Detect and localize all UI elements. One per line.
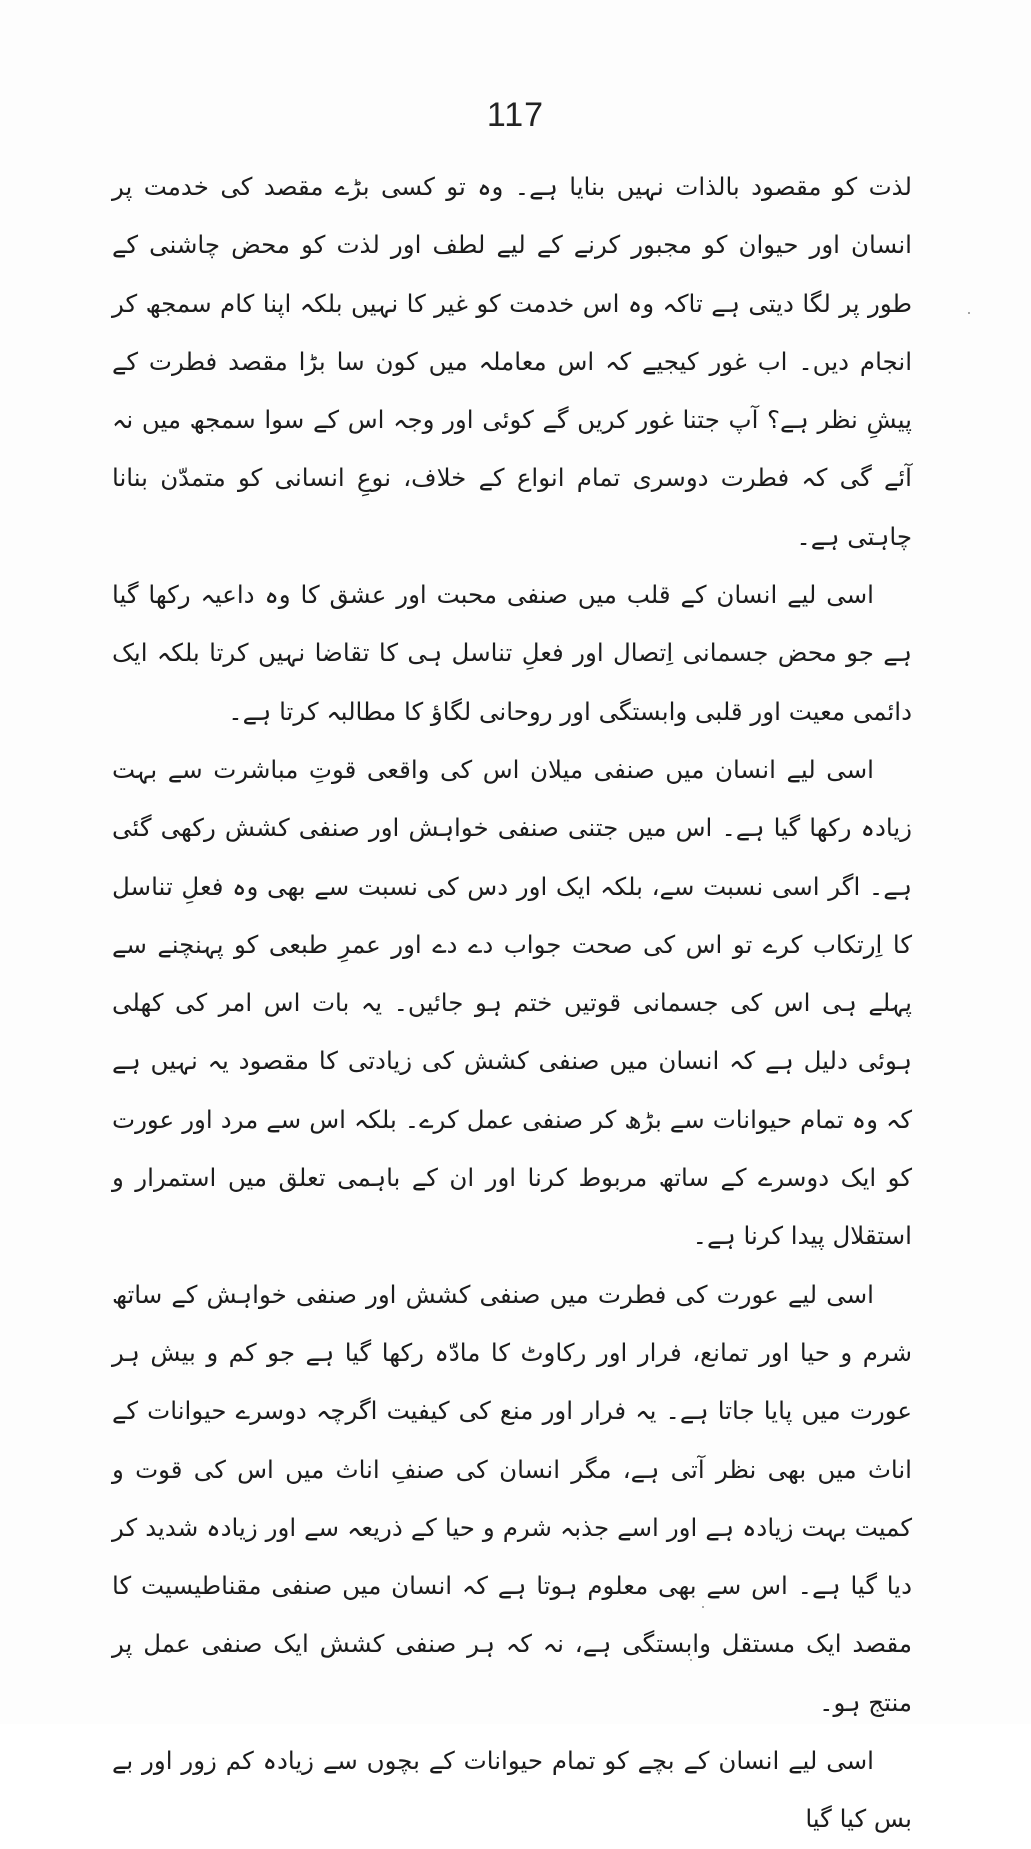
scan-speck <box>702 1606 704 1608</box>
paragraph-3: اسی لیے انسان میں صنفی میلان اس کی واقعی قوتِ مباشرت سے بہت زیادہ رکھا گیا ہے۔ اس میں جتنی صنفی خواہش اور صنفی کشش رکھی گئی ہے۔ اگر اسی نسبت سے، بلکہ ایک اور دس کی نسبت سے بھی وہ فعلِ تناسل کا اِرتکاب کرے تو اس کی صحت جواب دے دے اور عمرِ طبعی کو پہنچنے سے پہلے ہی اس کی جسمانی قوتیں ختم ہو جائیں۔ یہ بات اس امر کی کھلی ہوئی دلیل ہے کہ انسان میں صنفی کشش کی زیادتی کا مقصود یہ نہیں ہے کہ وہ تمام حیوانات سے بڑھ کر صنفی عمل کرے۔ بلکہ اس سے مرد اور عورت کو ایک دوسرے کے ساتھ مربوط کرنا اور ان کے باہمی تعلق میں استمرار و استقلال پیدا کرنا ہے۔ <box>112 754 912 1251</box>
page-body-text <box>112 158 912 1849</box>
paragraph-1: لذت کو مقصود بالذات نہیں بنایا ہے۔ وہ تو کسی بڑے مقصد کی خدمت پر انسان اور حیوان کو مجبور کرنے کے لیے لطف اور لذت کو محض چاشنی کے طور پر لگا دیتی ہے تاکہ وہ اس خدمت کو غیر کا نہیں بلکہ اپنا کام سمجھ کر انجام دیں۔ اب غور کیجیے کہ اس معاملہ میں کون سا بڑا مقصد فطرت کے پیشِ نظر ہے؟ آپ جتنا غور کریں گے کوئی اور وجہ اس کے سوا سمجھ میں نہ آئے گی کہ فطرت دوسری تمام انواع کے خلاف، نوعِ انسانی کو متمدّن بنانا چاہتی ہے۔ <box>112 172 912 551</box>
paragraph-4: اسی لیے عورت کی فطرت میں صنفی کشش اور صنفی خواہش کے ساتھ شرم و حیا اور تمانع، فرار اور رکاوٹ کا مادّہ رکھا گیا ہے جو کم و بیش ہر عورت میں پایا جاتا ہے۔ یہ فرار اور منع کی کیفیت اگرچہ دوسرے حیوانات کے اناث میں بھی نظر آتی ہے، مگر انسان کی صنفِ اناث میں اس کی قوت و کمیت بہت زیادہ ہے اور اسے جذبہ شرم و حیا کے ذریعہ سے اور زیادہ شدید کر دیا گیا ہے۔ اس سے بھی معلوم ہوتا ہے کہ انسان میں صنفی مقناطیسیت کا مقصد ایک مستقل وابستگی ہے، نہ کہ ہر صنفی کشش ایک صنفی عمل پر منتج ہو۔ <box>112 1279 912 1717</box>
paragraph-5: اسی لیے انسان کے بچے کو تمام حیوانات کے بچوں سے زیادہ کم زور اور بے بس کیا گیا <box>112 1746 912 1834</box>
page-number: 117 <box>486 96 545 134</box>
scan-speck <box>690 1659 692 1661</box>
paragraph-2: اسی لیے انسان کے قلب میں صنفی محبت اور عشق کا وہ داعیہ رکھا گیا ہے جو محض جسمانی اِتصال اور فعلِ تناسل ہی کا تقاضا نہیں کرتا بلکہ ایک دائمی معیت اور قلبی وابستگی اور روحانی لگاؤ کا مطالبہ کرتا ہے۔ <box>112 580 912 726</box>
scan-speck <box>968 312 970 314</box>
